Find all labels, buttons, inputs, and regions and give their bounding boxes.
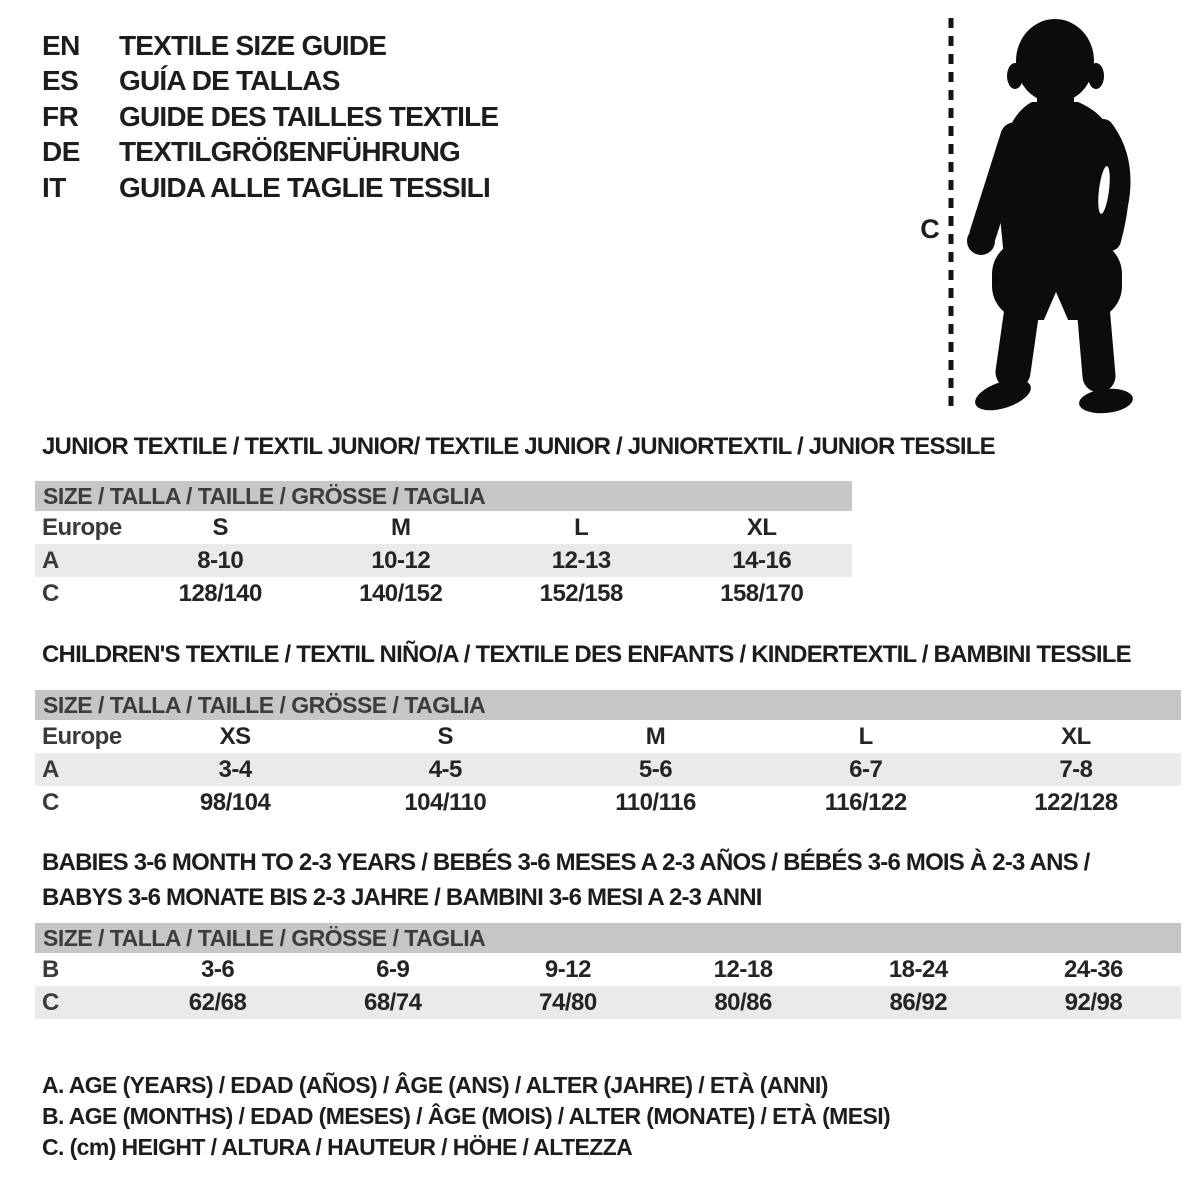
language-row-fr [42, 99, 498, 135]
height-cell: 98/104 [199, 789, 271, 816]
table-row-height [35, 577, 852, 610]
age-cell: 3-4 [218, 756, 252, 783]
age-cell: 10-12 [371, 547, 431, 574]
legend-height-cm: C. (cm) HEIGHT / ALTURA / HAUTEUR / HÖHE / ALTEZZA [42, 1134, 633, 1160]
height-cell: 62/68 [188, 989, 247, 1016]
height-cell: 152/158 [539, 580, 623, 607]
legend-age-years: A. AGE (YEARS) / EDAD (AÑOS) / ÂGE (ANS) / ALTER (JAHRE) / ETÀ (ANNI) [42, 1072, 828, 1098]
babies-textile-table [35, 923, 1181, 1019]
height-cell: 74/80 [539, 989, 597, 1016]
height-figure [915, 10, 1165, 422]
junior-textile-table [35, 481, 852, 610]
size-cell: L [574, 514, 589, 541]
size-header-band: SIZE / TALLA / TAILLE / GRÖSSE / TAGLIA [35, 690, 1181, 720]
height-cell: 80/86 [714, 989, 772, 1016]
language-code: IT [42, 171, 66, 203]
age-cell: 7-8 [1059, 756, 1093, 783]
language-row-it [42, 170, 498, 206]
size-cell: L [858, 723, 873, 750]
guide-title-de: TEXTILGRÖßENFÜHRUNG [119, 136, 461, 168]
table-row-height [35, 986, 1181, 1019]
legend-age-months: B. AGE (MONTHS) / EDAD (MESES) / ÂGE (MOIS) / ALTER (MONATE) / ETÀ (MESI) [42, 1103, 891, 1129]
height-cell: 122/128 [1034, 789, 1118, 816]
language-code: DE [42, 136, 80, 168]
language-code: ES [42, 65, 79, 97]
legend [42, 1070, 890, 1163]
age-cell: 14-16 [732, 547, 792, 574]
height-cell: 104/110 [404, 789, 487, 816]
childrens-textile-title: CHILDREN'S TEXTILE / TEXTIL NIÑO/A / TEXTILE DES ENFANTS / KINDERTEXTIL / BAMBINI TESSILE [42, 641, 1131, 668]
age-cell: 12-13 [551, 547, 611, 574]
language-row-de [42, 135, 498, 171]
age-cell: 5-6 [638, 756, 673, 783]
row-label: C [42, 989, 59, 1016]
language-list [42, 28, 498, 206]
size-cell: XL [746, 514, 777, 541]
babies-textile-title-line2: BABYS 3-6 MONATE BIS 2-3 JAHRE / BAMBINI 3-6 MESI A 2-3 ANNI [42, 884, 762, 911]
guide-title-it: GUIDA ALLE TAGLIE TESSILI [119, 171, 490, 203]
row-label: Europe [42, 723, 122, 750]
row-label: C [42, 580, 59, 607]
table-row-months [35, 953, 1181, 986]
size-header-band: SIZE / TALLA / TAILLE / GRÖSSE / TAGLIA [35, 481, 852, 511]
guide-title-en: TEXTILE SIZE GUIDE [119, 29, 387, 61]
size-cell: XL [1061, 723, 1091, 750]
size-cell: M [645, 723, 666, 750]
age-cell: 6-7 [849, 756, 883, 783]
junior-textile-title: JUNIOR TEXTILE / TEXTIL JUNIOR/ TEXTILE JUNIOR / JUNIORTEXTIL / JUNIOR TESSILE [42, 433, 995, 460]
table-row-age [35, 544, 852, 577]
height-cell: 128/140 [178, 580, 262, 607]
age-cell: 8-10 [197, 547, 244, 574]
months-cell: 3-6 [200, 956, 235, 983]
language-row-es [42, 64, 498, 100]
height-cell: 86/92 [889, 989, 948, 1016]
size-cell: XS [219, 723, 251, 750]
size-header-band: SIZE / TALLA / TAILLE / GRÖSSE / TAGLIA [35, 923, 1181, 953]
table-row-europe [35, 511, 852, 544]
age-cell: 4-5 [428, 756, 462, 783]
childrens-textile-table [35, 690, 1181, 819]
row-label: B [42, 956, 59, 983]
months-cell: 18-24 [888, 956, 948, 983]
language-code: EN [42, 29, 80, 61]
baby-silhouette [967, 19, 1134, 416]
row-label: A [42, 756, 59, 783]
size-cell: S [437, 723, 454, 750]
height-cell: 140/152 [359, 580, 443, 607]
row-label: Europe [42, 514, 122, 541]
row-label: C [42, 789, 59, 816]
size-cell: M [391, 514, 411, 541]
table-row-europe [35, 720, 1181, 753]
table-row-age [35, 753, 1181, 786]
guide-title-fr: GUIDE DES TAILLES TEXTILE [119, 100, 499, 132]
language-code: FR [42, 100, 79, 132]
baby-silhouette-graphic [915, 10, 1165, 422]
height-cell: 158/170 [720, 580, 804, 607]
months-cell: 24-36 [1064, 956, 1123, 983]
size-cell: S [212, 514, 228, 541]
height-cell: 92/98 [1064, 989, 1123, 1016]
months-cell: 6-9 [376, 956, 410, 983]
guide-title-es: GUÍA DE TALLAS [119, 65, 340, 97]
language-row-en [42, 28, 498, 64]
height-cell: 110/116 [615, 789, 696, 816]
height-cell: 116/122 [824, 789, 907, 816]
babies-textile-title-line1: BABIES 3-6 MONTH TO 2-3 YEARS / BEBÉS 3-6 MESES A 2-3 AÑOS / BÉBÉS 3-6 MOIS À 2-3 ANS / [42, 849, 1090, 876]
table-row-height [35, 786, 1181, 819]
months-cell: 12-18 [713, 956, 773, 983]
height-cell: 68/74 [363, 989, 422, 1016]
row-label: A [42, 547, 59, 574]
height-measure-label: C [920, 214, 940, 244]
months-cell: 9-12 [544, 956, 591, 983]
